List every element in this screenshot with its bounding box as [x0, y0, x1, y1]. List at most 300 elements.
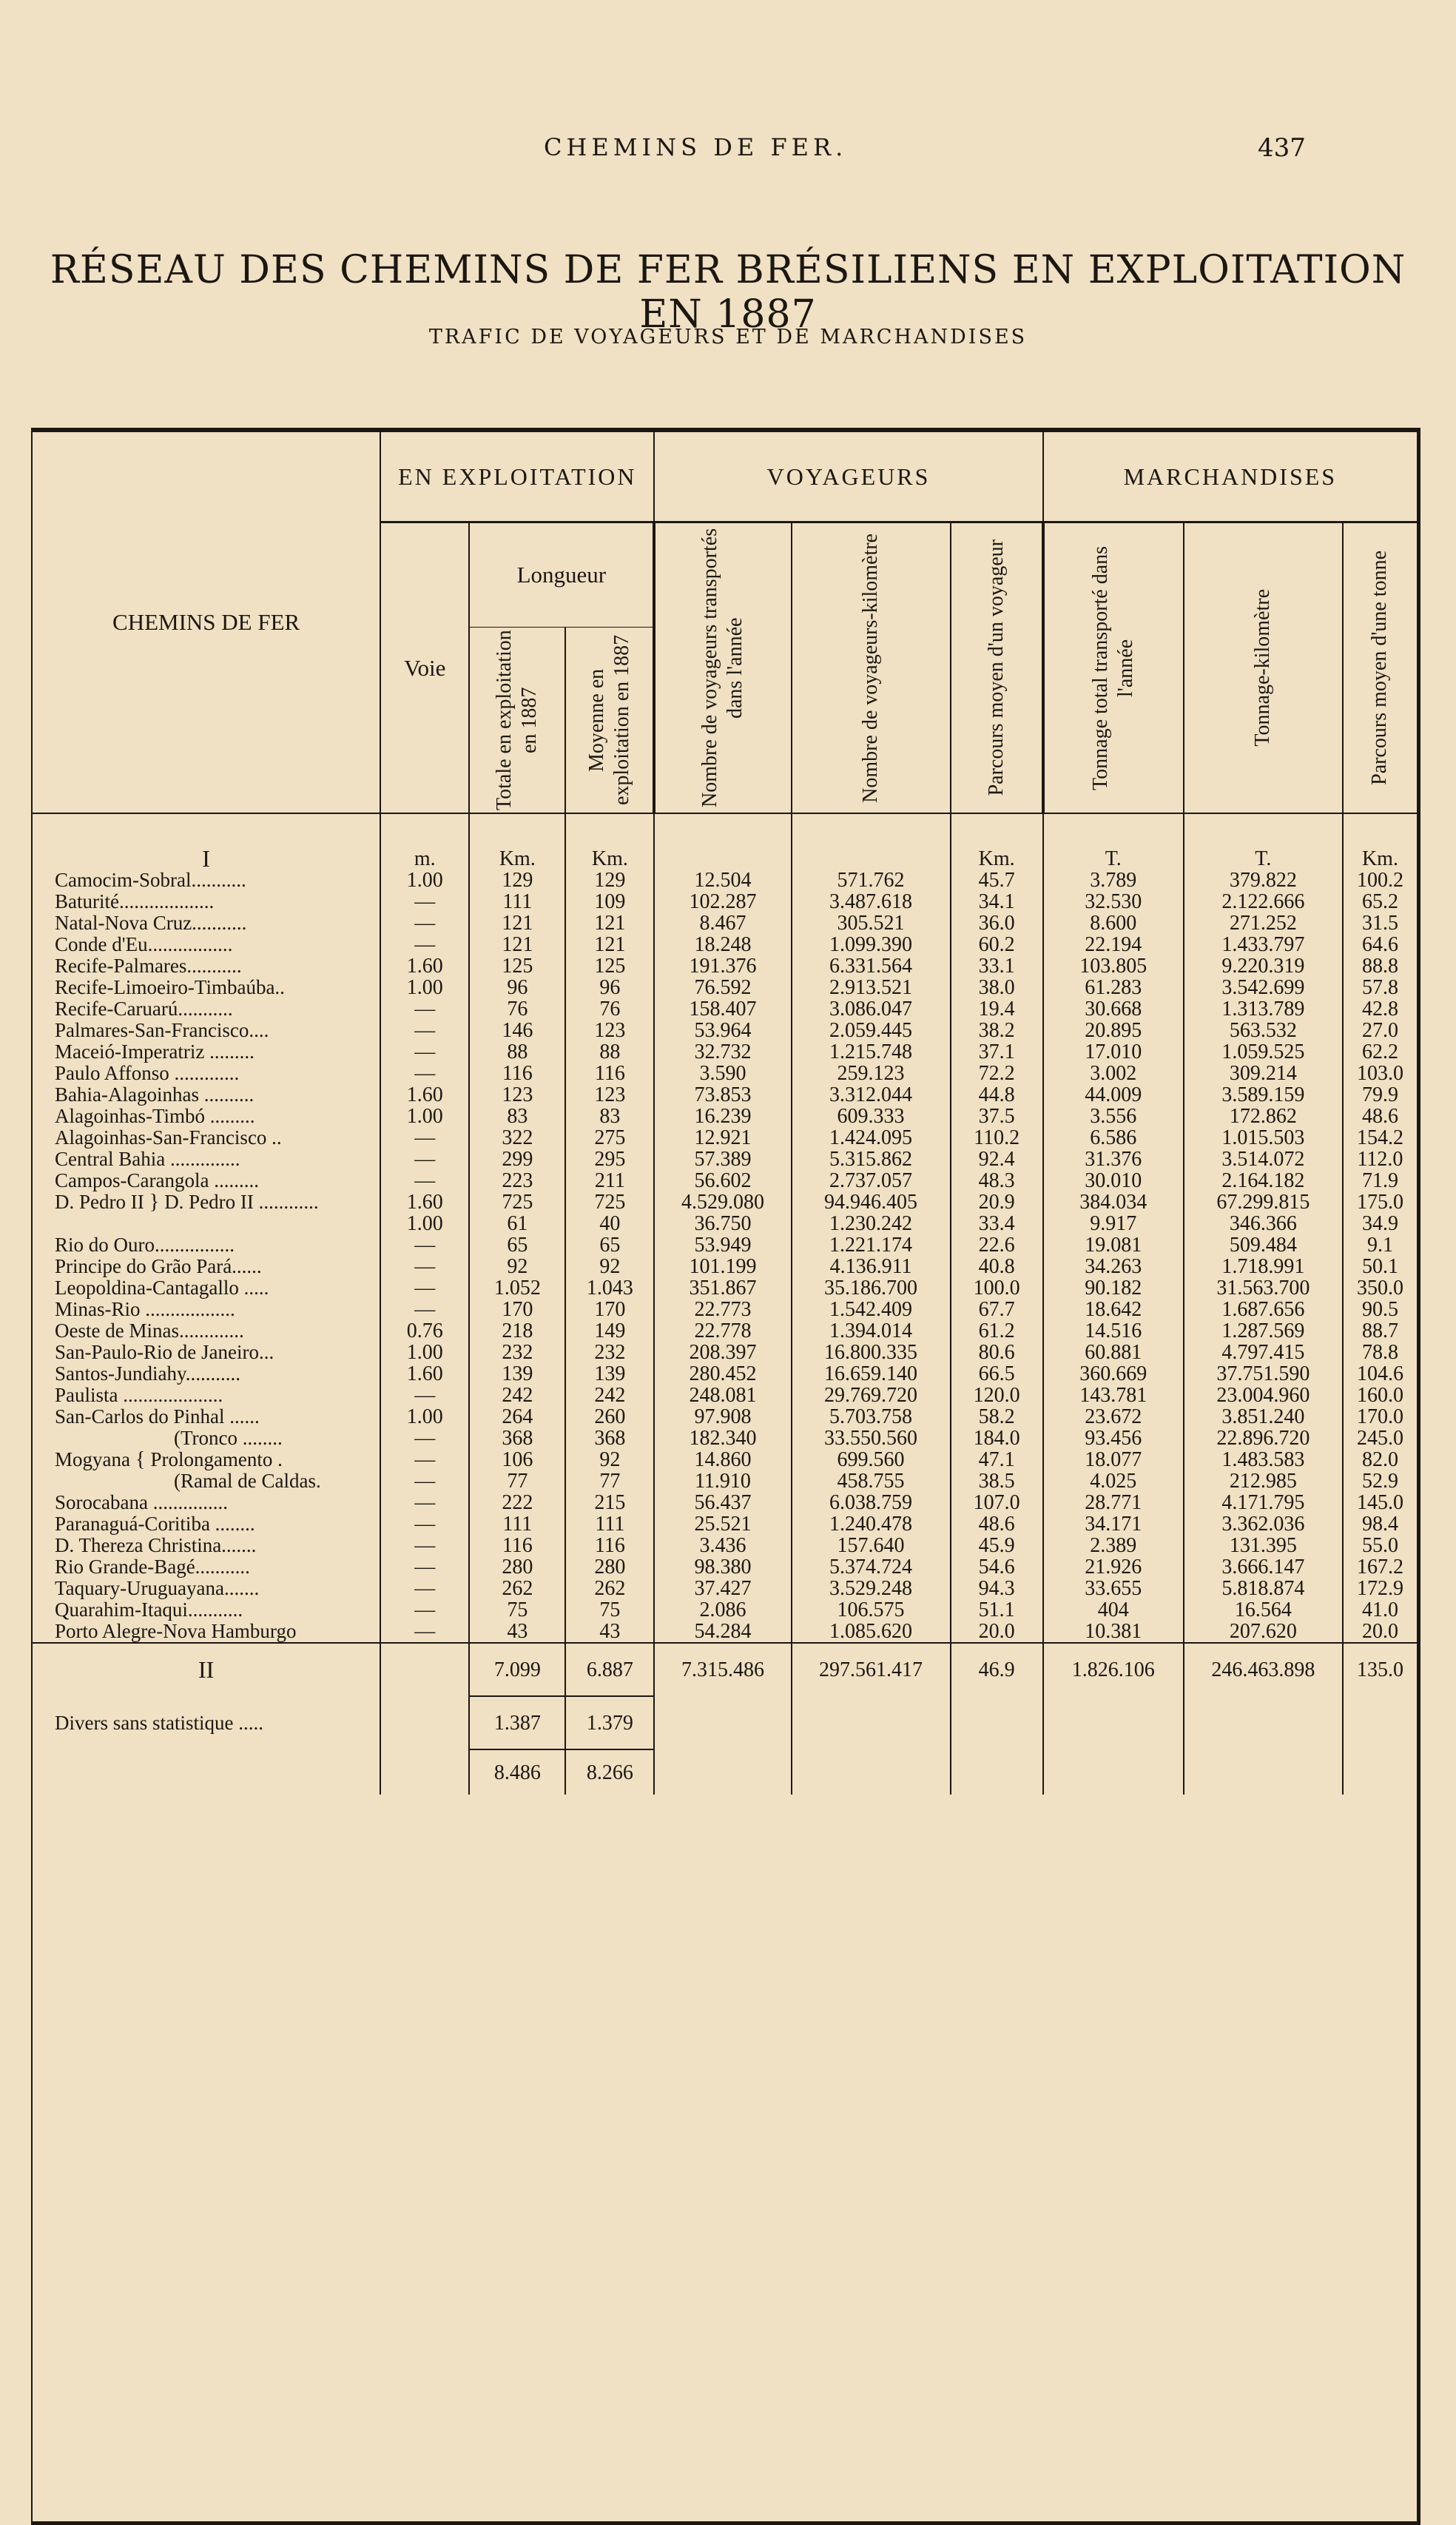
longueur-moyenne-cell: 211 [565, 1170, 654, 1191]
parcours-tonne-cell: 88.8 [1343, 955, 1417, 977]
tonnage-km-cell: 172.862 [1184, 1106, 1343, 1127]
tonnage-cell: 30.010 [1043, 1170, 1184, 1191]
nombre-voyageurs-cell: 56.437 [654, 1492, 791, 1513]
longueur-moyenne-cell: 368 [565, 1428, 654, 1449]
longueur-moyenne-cell: 125 [565, 955, 654, 977]
tonnage-km-cell: 22.896.720 [1184, 1428, 1343, 1449]
parcours-tonne-cell: 31.5 [1343, 912, 1417, 934]
parcours-voyageur-cell: 20.9 [951, 1191, 1043, 1213]
voie-cell: — [380, 1578, 469, 1599]
parcours-voyageur-cell: 72.2 [951, 1063, 1043, 1084]
nombre-voyageurs-cell: 351.867 [654, 1277, 791, 1299]
tonnage-cell: 20.895 [1043, 1020, 1184, 1041]
voyageurs-km-cell: 33.550.560 [792, 1428, 951, 1449]
longueur-totale-cell: 65 [469, 1234, 565, 1256]
voyageurs-km-cell: 699.560 [792, 1449, 951, 1470]
railway-name: Paulo Affonso ............. [55, 1063, 240, 1084]
parcours-tonne-cell: 245.0 [1343, 1428, 1417, 1449]
nombre-voyageurs-cell: 8.467 [654, 912, 791, 934]
longueur-totale-cell: 83 [469, 1106, 565, 1127]
longueur-moyenne-cell: 242 [565, 1385, 654, 1406]
voyageurs-km-cell: 3.086.047 [792, 998, 951, 1020]
nombre-voyageurs-cell: 208.397 [654, 1342, 791, 1363]
railway-name: Principe do Grão Pará...... [55, 1256, 262, 1277]
unit-cell: m. [380, 813, 469, 870]
parcours-voyageur-cell: 38.5 [951, 1470, 1043, 1492]
voie-cell: — [380, 1277, 469, 1299]
nombre-voyageurs-cell: 4.529.080 [654, 1191, 791, 1213]
voyageurs-km-cell: 1.085.620 [792, 1621, 951, 1643]
header-totale-text: Totale en exploitation en 1887 [493, 630, 542, 810]
longueur-moyenne-cell: 121 [565, 934, 654, 955]
running-header [0, 133, 1456, 170]
voyageurs-km-cell: 3.487.618 [792, 891, 951, 912]
divers-totale-cell: 1.387 [469, 1696, 565, 1749]
table-row [33, 1170, 1417, 1191]
railway-name: Conde d'Eu................. [55, 934, 233, 955]
voyageurs-km-cell: 5.703.758 [792, 1406, 951, 1428]
tonnage-cell: 143.781 [1043, 1385, 1184, 1406]
tonnage-cell: 6.586 [1043, 1127, 1184, 1149]
voie-cell: 1.00 [380, 1406, 469, 1428]
nombre-voyageurs-cell: 32.732 [654, 1041, 791, 1063]
table-row [33, 1084, 1417, 1106]
tonnage-km-cell: 271.252 [1184, 912, 1343, 934]
empty-cell [1043, 1749, 1184, 1795]
nombre-voyageurs-cell: 2.086 [654, 1599, 791, 1621]
nombre-voyageurs-cell: 76.592 [654, 977, 791, 998]
nombre-voyageurs-cell: 101.199 [654, 1256, 791, 1277]
brace-icon: ( [174, 1428, 181, 1449]
voyageurs-km-cell: 2.737.057 [792, 1170, 951, 1191]
nombre-voyageurs-cell: 280.452 [654, 1363, 791, 1385]
tonnage-cell: 384.034 [1043, 1191, 1184, 1213]
tonnage-cell: 34.171 [1043, 1513, 1184, 1535]
voie-cell: — [380, 998, 469, 1020]
railway-name: Santos-Jundiahy........... [55, 1363, 240, 1385]
tonnage-cell: 22.194 [1043, 934, 1184, 955]
table-row [33, 1063, 1417, 1084]
unit-cell: Km. [1343, 813, 1417, 870]
voie-cell: 1.60 [380, 1084, 469, 1106]
railway-name: San-Paulo-Rio de Janeiro... [55, 1342, 274, 1363]
tonnage-cell: 28.771 [1043, 1492, 1184, 1513]
parcours-tonne-cell: 71.9 [1343, 1170, 1417, 1191]
railway-name: Recife-Caruarú........... [55, 998, 233, 1020]
parcours-tonne-cell: 41.0 [1343, 1599, 1417, 1621]
parcours-voyageur-cell: 184.0 [951, 1428, 1043, 1449]
voie-cell: — [380, 1170, 469, 1191]
voie-cell: 1.00 [380, 1342, 469, 1363]
voyageurs-km-cell: 259.123 [792, 1063, 951, 1084]
unit-cell: T. [1184, 813, 1343, 870]
divers-row [33, 1696, 1417, 1749]
longueur-moyenne-cell: 116 [565, 1063, 654, 1084]
divers-moyenne-cell: 1.379 [565, 1696, 654, 1749]
empty-cell [1343, 1749, 1417, 1795]
railway-name [33, 1470, 380, 1492]
tonnage-cell: 4.025 [1043, 1470, 1184, 1492]
railway-name: Recife-Palmares........... [55, 955, 242, 977]
table-row [33, 1492, 1417, 1513]
table-row [33, 1127, 1417, 1149]
longueur-moyenne-cell: 295 [565, 1149, 654, 1170]
railway-name: Quarahim-Itaqui........... [55, 1599, 243, 1621]
header-tonnage-km [1184, 522, 1343, 814]
tonnage-km-cell: 3.362.036 [1184, 1513, 1343, 1535]
tonnage-km-cell: 3.589.159 [1184, 1084, 1343, 1106]
nombre-voyageurs-cell: 98.380 [654, 1556, 791, 1578]
tonnage-cell: 360.669 [1043, 1363, 1184, 1385]
longueur-totale-cell: 111 [469, 891, 565, 912]
header-longueur: Longueur [469, 522, 654, 628]
railway-name-text: Ramal de Caldas. [181, 1470, 321, 1492]
voyageurs-km-cell: 1.099.390 [792, 934, 951, 955]
voie-cell: 1.60 [380, 1363, 469, 1385]
table-row [33, 1428, 1417, 1449]
tonnage-km-cell: 31.563.700 [1184, 1277, 1343, 1299]
nombre-voyageurs-cell: 3.436 [654, 1535, 791, 1556]
total-cell: 246.463.898 [1184, 1643, 1343, 1696]
table-row [33, 1277, 1417, 1299]
railway-name [33, 1449, 380, 1470]
parcours-tonne-cell: 104.6 [1343, 1363, 1417, 1385]
railway-name: Minas-Rio .................. [55, 1299, 235, 1320]
total-cell: 297.561.417 [792, 1643, 951, 1696]
tonnage-km-cell: 131.395 [1184, 1535, 1343, 1556]
railway-name-text: Prolongamento . [150, 1449, 283, 1470]
section-label: I [202, 845, 210, 872]
empty-cell [654, 1696, 791, 1749]
longueur-moyenne-cell: 232 [565, 1342, 654, 1363]
railway-name [33, 1191, 380, 1213]
voyageurs-km-cell: 94.946.405 [792, 1191, 951, 1213]
railway-table [31, 428, 1420, 2525]
parcours-voyageur-cell: 100.0 [951, 1277, 1043, 1299]
tonnage-cell: 34.263 [1043, 1256, 1184, 1277]
longueur-moyenne-cell: 92 [565, 1256, 654, 1277]
total-cell: 7.099 [469, 1643, 565, 1696]
voie-cell: — [380, 1127, 469, 1149]
voyageurs-km-cell: 29.769.720 [792, 1385, 951, 1406]
voie-cell: — [380, 1513, 469, 1535]
voyageurs-km-cell: 571.762 [792, 870, 951, 891]
parcours-tonne-cell: 112.0 [1343, 1149, 1417, 1170]
tonnage-km-cell: 3.666.147 [1184, 1556, 1343, 1578]
longueur-totale-cell: 232 [469, 1342, 565, 1363]
railway-name: Bahia-Alagoinhas .......... [55, 1084, 255, 1106]
railway-name: Rio do Ouro................ [55, 1234, 235, 1256]
parcours-voyageur-cell: 48.6 [951, 1513, 1043, 1535]
voyageurs-km-cell: 106.575 [792, 1599, 951, 1621]
longueur-totale-cell: 92 [469, 1256, 565, 1277]
parcours-voyageur-cell: 61.2 [951, 1320, 1043, 1342]
nombre-voyageurs-cell: 12.504 [654, 870, 791, 891]
nombre-voyageurs-cell: 248.081 [654, 1385, 791, 1406]
empty-cell [33, 1749, 380, 1795]
longueur-totale-cell: 264 [469, 1406, 565, 1428]
railway-name: Paranaguá-Coritiba ........ [55, 1513, 255, 1535]
parcours-tonne-cell: 88.7 [1343, 1320, 1417, 1342]
voyageurs-km-cell: 2.059.445 [792, 1020, 951, 1041]
tonnage-cell: 93.456 [1043, 1428, 1184, 1449]
empty-cell [1043, 1696, 1184, 1749]
tonnage-km-cell: 1.718.991 [1184, 1256, 1343, 1277]
tonnage-km-cell: 2.164.182 [1184, 1170, 1343, 1191]
railway-name: Maceió-Imperatriz ......... [55, 1041, 255, 1063]
nombre-voyageurs-cell: 22.778 [654, 1320, 791, 1342]
voie-cell: — [380, 1599, 469, 1621]
voyageurs-km-cell: 1.240.478 [792, 1513, 951, 1535]
voie-cell: — [380, 1256, 469, 1277]
header-voyageurs: VOYAGEURS [654, 432, 1042, 522]
header-voyageurs-km [792, 522, 951, 814]
railway-name: Baturité................... [55, 891, 215, 912]
nombre-voyageurs-cell: 56.602 [654, 1170, 791, 1191]
empty-cell [951, 1749, 1043, 1795]
total-cell: 6.887 [565, 1643, 654, 1696]
empty-cell [792, 1696, 951, 1749]
total-cell: 7.315.486 [654, 1643, 791, 1696]
tonnage-cell: 32.530 [1043, 891, 1184, 912]
empty-cell [380, 1696, 469, 1749]
tonnage-cell: 3.002 [1043, 1063, 1184, 1084]
tonnage-km-cell: 4.171.795 [1184, 1492, 1343, 1513]
longueur-totale-cell: 139 [469, 1363, 565, 1385]
table-row [33, 1535, 1417, 1556]
totals-row [33, 1643, 1417, 1696]
traffic-table [33, 432, 1417, 1795]
parcours-tonne-cell: 82.0 [1343, 1449, 1417, 1470]
page-number: 437 [1258, 133, 1306, 163]
parcours-tonne-cell: 98.4 [1343, 1513, 1417, 1535]
longueur-totale-cell: 123 [469, 1084, 565, 1106]
parcours-tonne-cell: 170.0 [1343, 1406, 1417, 1428]
grand-total-row [33, 1749, 1417, 1795]
parcours-voyageur-cell: 45.9 [951, 1535, 1043, 1556]
voie-cell: — [380, 891, 469, 912]
voie-cell: — [380, 1063, 469, 1084]
empty-cell [1343, 1696, 1417, 1749]
nombre-voyageurs-cell: 53.949 [654, 1234, 791, 1256]
voyageurs-km-cell: 609.333 [792, 1106, 951, 1127]
longueur-moyenne-cell: 1.043 [565, 1277, 654, 1299]
voie-cell: — [380, 1556, 469, 1578]
longueur-totale-cell: 121 [469, 912, 565, 934]
table-row [33, 1213, 1417, 1234]
tonnage-km-cell: 1.287.569 [1184, 1320, 1343, 1342]
voyageurs-km-cell: 6.038.759 [792, 1492, 951, 1513]
tonnage-cell: 23.672 [1043, 1406, 1184, 1428]
header-parcours-voyageur-text: Parcours moyen d'un voyageur [984, 539, 1008, 796]
header-moyenne [565, 628, 654, 814]
tonnage-cell: 31.376 [1043, 1149, 1184, 1170]
nombre-voyageurs-cell: 97.908 [654, 1406, 791, 1428]
voie-cell: — [380, 1299, 469, 1320]
table-row [33, 1449, 1417, 1470]
railway-name: Porto Alegre-Nova Hamburgo [55, 1621, 297, 1642]
longueur-totale-cell: 116 [469, 1535, 565, 1556]
table-row [33, 1320, 1417, 1342]
voie-cell: — [380, 1535, 469, 1556]
brace-icon: } [144, 1191, 165, 1213]
tonnage-cell: 61.283 [1043, 977, 1184, 998]
railway-name: Rio Grande-Bagé........... [55, 1556, 250, 1578]
parcours-tonne-cell: 78.8 [1343, 1342, 1417, 1363]
tonnage-cell: 90.182 [1043, 1277, 1184, 1299]
parcours-voyageur-cell: 54.6 [951, 1556, 1043, 1578]
voyageurs-km-cell: 305.521 [792, 912, 951, 934]
voyageurs-km-cell: 5.315.862 [792, 1149, 951, 1170]
parcours-voyageur-cell: 37.5 [951, 1106, 1043, 1127]
header-voie: Voie [380, 522, 469, 814]
nombre-voyageurs-cell: 73.853 [654, 1084, 791, 1106]
voie-cell: 1.60 [380, 1191, 469, 1213]
tonnage-cell: 404 [1043, 1599, 1184, 1621]
longueur-moyenne-cell: 275 [565, 1127, 654, 1149]
parcours-voyageur-cell: 36.0 [951, 912, 1043, 934]
table-row [33, 1621, 1417, 1643]
unit-cell [654, 813, 791, 870]
tonnage-cell: 44.009 [1043, 1084, 1184, 1106]
longueur-totale-cell: 262 [469, 1578, 565, 1599]
parcours-tonne-cell: 42.8 [1343, 998, 1417, 1020]
longueur-moyenne-cell: 123 [565, 1020, 654, 1041]
voyageurs-km-cell: 1.424.095 [792, 1127, 951, 1149]
parcours-tonne-cell: 100.2 [1343, 870, 1417, 891]
table-row [33, 1470, 1417, 1492]
voie-cell: 1.60 [380, 955, 469, 977]
parcours-tonne-cell: 160.0 [1343, 1385, 1417, 1406]
voyageurs-km-cell: 1.542.409 [792, 1299, 951, 1320]
voie-cell: — [380, 1428, 469, 1449]
tonnage-cell: 21.926 [1043, 1556, 1184, 1578]
tonnage-km-cell: 5.818.874 [1184, 1578, 1343, 1599]
parcours-tonne-cell: 145.0 [1343, 1492, 1417, 1513]
parcours-tonne-cell: 154.2 [1343, 1127, 1417, 1149]
railway-name: Oeste de Minas............. [55, 1320, 244, 1342]
longueur-totale-cell: 280 [469, 1556, 565, 1578]
longueur-totale-cell: 121 [469, 934, 565, 955]
voyageurs-km-cell: 3.312.044 [792, 1084, 951, 1106]
voyageurs-km-cell: 458.755 [792, 1470, 951, 1492]
page-subtitle: TRAFIC DE VOYAGEURS ET DE MARCHANDISES [428, 326, 1028, 349]
railway-name: Leopoldina-Cantagallo ..... [55, 1277, 269, 1299]
longueur-totale-cell: 116 [469, 1063, 565, 1084]
longueur-moyenne-cell: 83 [565, 1106, 654, 1127]
parcours-voyageur-cell: 120.0 [951, 1385, 1043, 1406]
voie-cell: — [380, 1149, 469, 1170]
table-row [33, 1599, 1417, 1621]
brace-icon: { [129, 1449, 151, 1470]
nombre-voyageurs-cell: 102.287 [654, 891, 791, 912]
parcours-tonne-cell: 172.9 [1343, 1578, 1417, 1599]
longueur-totale-cell: 368 [469, 1428, 565, 1449]
parcours-voyageur-cell: 47.1 [951, 1449, 1043, 1470]
tonnage-cell: 3.556 [1043, 1106, 1184, 1127]
parcours-voyageur-cell: 107.0 [951, 1492, 1043, 1513]
nombre-voyageurs-cell: 37.427 [654, 1578, 791, 1599]
tonnage-km-cell: 3.851.240 [1184, 1406, 1343, 1428]
longueur-totale-cell: 125 [469, 955, 565, 977]
empty-cell [1184, 1696, 1343, 1749]
railway-name: Campos-Carangola ......... [55, 1170, 259, 1191]
voie-cell: 1.00 [380, 1213, 469, 1234]
table-body [33, 813, 1417, 1795]
longueur-totale-cell: 96 [469, 977, 565, 998]
section-label: II [33, 1643, 380, 1696]
tonnage-km-cell: 1.433.797 [1184, 934, 1343, 955]
unit-cell: Km. [951, 813, 1043, 870]
header-moyenne-text: Moyenne en exploitation en 1887 [584, 634, 633, 806]
longueur-moyenne-cell: 725 [565, 1191, 654, 1213]
longueur-moyenne-cell: 65 [565, 1234, 654, 1256]
longueur-totale-cell: 129 [469, 870, 565, 891]
tonnage-km-cell: 1.687.656 [1184, 1299, 1343, 1320]
railway-name: Palmares-San-Francisco.... [55, 1020, 269, 1041]
parcours-voyageur-cell: 22.6 [951, 1234, 1043, 1256]
parcours-voyageur-cell: 33.1 [951, 955, 1043, 977]
voie-cell: 1.00 [380, 1106, 469, 1127]
voie-cell: 0.76 [380, 1320, 469, 1342]
longueur-totale-cell: 1.052 [469, 1277, 565, 1299]
longueur-totale-cell: 170 [469, 1299, 565, 1320]
tonnage-km-cell: 1.483.583 [1184, 1449, 1343, 1470]
total-cell: 1.826.106 [1043, 1643, 1184, 1696]
parcours-voyageur-cell: 94.3 [951, 1578, 1043, 1599]
tonnage-km-cell: 23.004.960 [1184, 1385, 1343, 1406]
nombre-voyageurs-cell: 36.750 [654, 1213, 791, 1234]
tonnage-cell: 3.789 [1043, 870, 1184, 891]
nombre-voyageurs-cell: 57.389 [654, 1149, 791, 1170]
header-chemins: CHEMINS DE FER [33, 432, 380, 813]
railway-name: Natal-Nova Cruz........... [55, 912, 247, 934]
header-tonnage [1043, 522, 1184, 814]
page-title: RÉSEAU DES CHEMINS DE FER BRÉSILIENS EN EXPLOITATION EN 1887 [50, 248, 1406, 337]
nombre-voyageurs-cell: 18.248 [654, 934, 791, 955]
table-row [33, 1385, 1417, 1406]
parcours-tonne-cell: 50.1 [1343, 1256, 1417, 1277]
table-row [33, 1299, 1417, 1320]
longueur-moyenne-cell: 139 [565, 1363, 654, 1385]
nombre-voyageurs-cell: 158.407 [654, 998, 791, 1020]
longueur-totale-cell: 322 [469, 1127, 565, 1149]
nombre-voyageurs-cell: 191.376 [654, 955, 791, 977]
parcours-tonne-cell: 34.9 [1343, 1213, 1417, 1234]
table-row [33, 977, 1417, 998]
railway-name: Camocim-Sobral........... [55, 870, 246, 891]
voie-cell: 1.00 [380, 977, 469, 998]
nombre-voyageurs-cell: 11.910 [654, 1470, 791, 1492]
parcours-voyageur-cell: 34.1 [951, 891, 1043, 912]
parcours-tonne-cell: 90.5 [1343, 1299, 1417, 1320]
voyageurs-km-cell: 157.640 [792, 1535, 951, 1556]
header-parcours-tonne [1343, 522, 1417, 814]
parcours-tonne-cell: 52.9 [1343, 1470, 1417, 1492]
parcours-voyageur-cell: 44.8 [951, 1084, 1043, 1106]
longueur-moyenne-cell: 75 [565, 1599, 654, 1621]
railway-name: Paulista .................... [55, 1385, 223, 1406]
tonnage-km-cell: 16.564 [1184, 1599, 1343, 1621]
longueur-moyenne-cell: 116 [565, 1535, 654, 1556]
dpedro-label: D. Pedro II [55, 1191, 144, 1213]
tonnage-km-cell: 1.015.503 [1184, 1127, 1343, 1149]
longueur-totale-cell: 223 [469, 1170, 565, 1191]
nombre-voyageurs-cell: 182.340 [654, 1428, 791, 1449]
tonnage-km-cell: 1.059.525 [1184, 1041, 1343, 1063]
longueur-moyenne-cell: 77 [565, 1470, 654, 1492]
voyageurs-km-cell: 6.331.564 [792, 955, 951, 977]
